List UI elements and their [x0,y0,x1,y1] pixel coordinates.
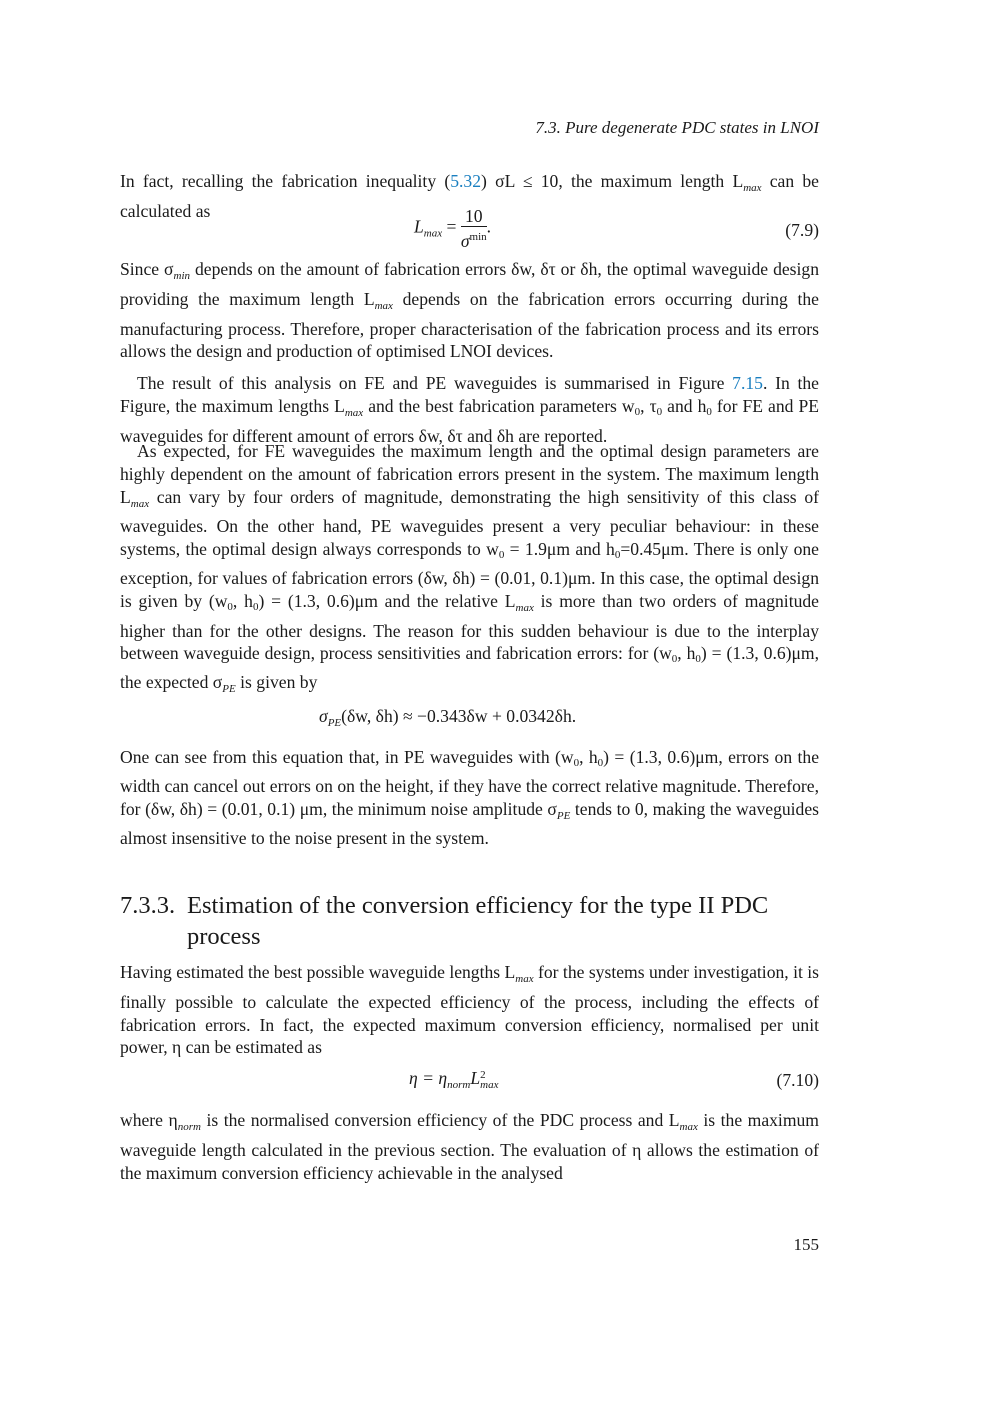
fraction: $\frac{10}{\sigma^{min}}$ [460,206,487,251]
paragraph-eta-norm: where $\eta_{norm}$ is the normalised conversion efficiency of the PDC process and $L_{max}$ is the maximum waveguide length calculated in the previous section. The evaluation of η allows the estimation of the maximum conversion efficiency achievable in the analysed [120,1110,819,1183]
section-title: Estimation of the conversion efficiency for the type II PDC process [187,892,769,950]
paragraph-error-cancellation: One can see from this equation that, in PE waveguides with (w0, h0) = (1.3, 0.6)μm, errors on the width can cancel out errors on on the height, if they have the correct relative magnitude. Therefore, for (δw, δh) = (0.01, 0.1) μm, the minimum noise amplitude $\sigma_{PE}$ tends to 0, making the waveguides almost insensitive to the noise present in the system. [120,747,820,849]
page-number: 155 [793,1235,819,1254]
paragraph-fe-pe-comparison: As expected, for FE waveguides the maximum length and the optimal design parameters are highly dependent on the amount of fabrication errors present in the system. The maximum length $L_{max}$ can vary by four orders of magnitude, demonstrating the high sensitivity of this class of waveguides. On the other hand, PE waveguides present a very peculiar behaviour: in these systems, the optimal design always corresponds to w0 = 1.9μm and h0=0.45μm. There is only one exception, for values of fabrication errors (δw, δh) = (0.01, 0.1)μm. In this case, the optimal design is given by (w0, h0) = (1.3, 0.6)μm and the relative $L_{max}$ is more than two orders of magnitude higher than for the other designs. The reason for this sudden behaviour is due to the interplay between waveguide design, process sensitivities and fabrication errors: for (w0, h0) = (1.3, 0.6)μm, the expected $\sigma_{PE}$ is given by [120,441,820,696]
equation-sigma-pe: $\sigma_{PE}(\delta w$, δh) ≈ −0.343δw + 0.0342δh. [319,706,577,729]
paragraph-analysis-result: The result of this analysis on FE and PE waveguides is summarised in Figure 7.15. In the Figure, the maximum lengths $L_{max}$ and the best fabrication parameters w0, τ0 and h0 for FE and PE waveguides for different amount of errors δw, δτ and δh are reported. [120,373,819,446]
equation-reference-link[interactable]: 5.32 [450,171,481,191]
equation-number: (7.10) [776,1070,819,1090]
equation-7-10: $\eta = \eta_{norm}L$ 2 max (7.10) [409,1068,819,1091]
figure-reference-link[interactable]: 7.15 [732,373,763,393]
running-header: 7.3. Pure degenerate PDC states in LNOI [535,118,819,137]
section-heading [120,890,819,952]
section-number: 7.3.3. [120,892,176,919]
paragraph-fabrication-inequality: In fact, recalling the fabrication inequality (5.32) σL ≤ 10, the maximum length $L_{max}$ can be calculated as [120,171,819,221]
paragraph-efficiency-estimate: Having estimated the best possible waveguide lengths $L_{max}$ for the systems under investigation, it is finally possible to calculate the expected efficiency of the process, including the effects of fabrication errors. In fact, the expected maximum conversion efficiency, normalised per unit power, η can be estimated as [120,962,819,1058]
equation-7-9: $L_{max}$ = $\frac{10}{\sigma^{min}}$ . (7.9) [414,206,819,251]
equation-number: (7.9) [785,220,819,240]
paragraph-sigma-min: Since $\sigma_{min}$ depends on the amount of fabrication errors δw, δτ or δh, the optimal waveguide design providing the maximum length $L_{max}$ depends on the fabrication errors occurring during the manufacturing process. Therefore, proper characterisation of the fabrication process and its errors allows the design and production of optimised LNOI devices. [120,259,819,362]
